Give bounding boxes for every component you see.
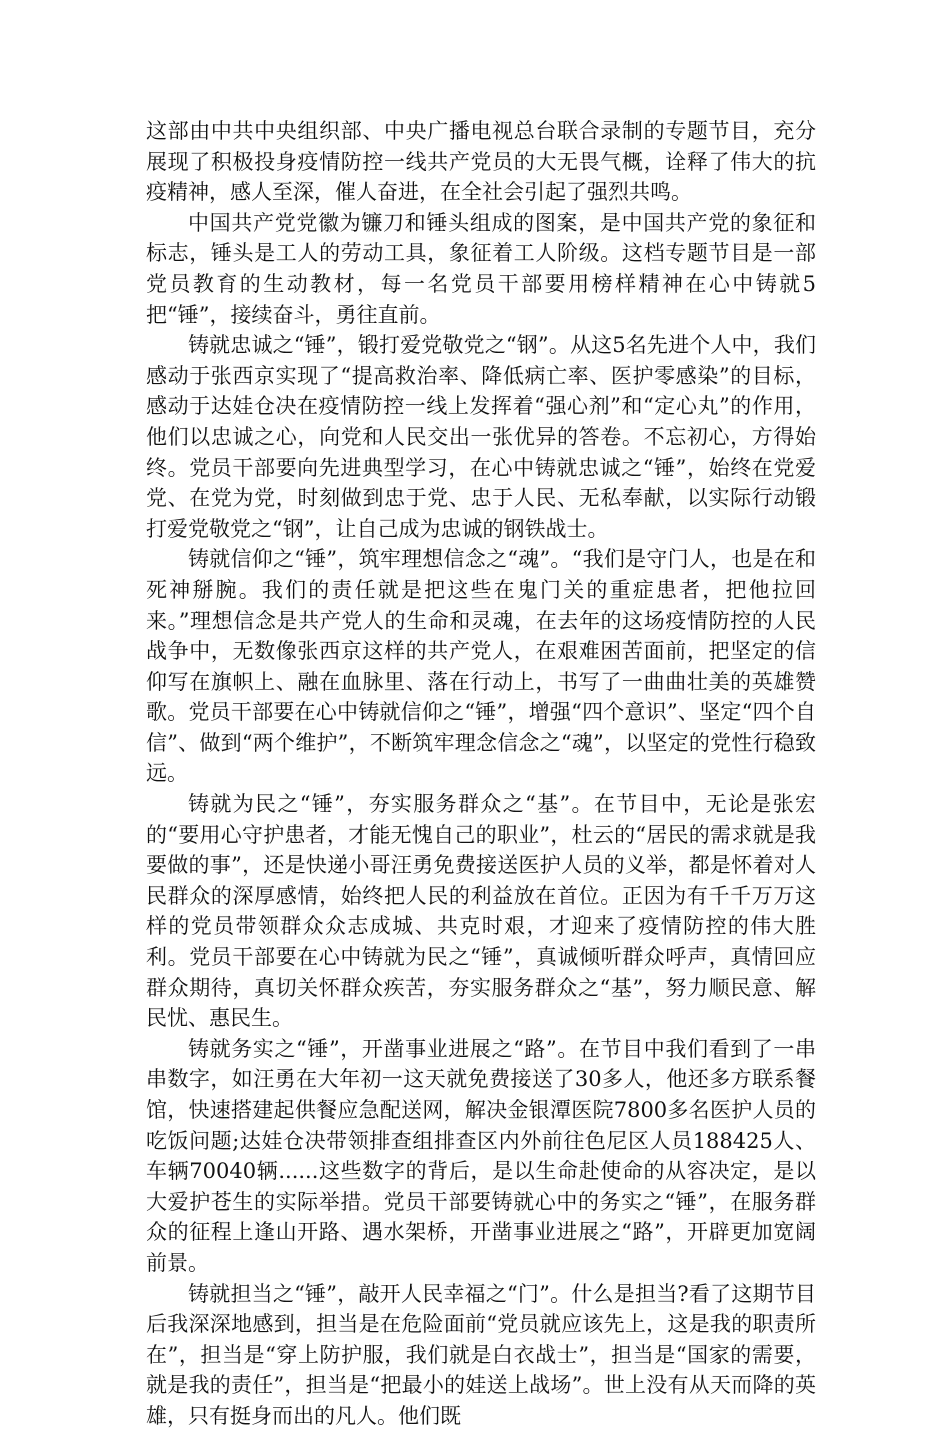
paragraph-2: 中国共产党党徽为镰刀和锤头组成的图案，是中国共产党的象征和标志，锤头是工人的劳动工具，象征着工人阶级。这档专题节目是一部党员教育的生动教材，每一名党员干部要用榜样精神在心中铸就5把“锤”，接续奋斗，勇往直前。	[146, 210, 816, 327]
paragraph-1: 这部由中共中央组织部、中央广播电视总台联合录制的专题节目，充分展现了积极投身疫情防控一线共产党员的大无畏气概，诠释了伟大的抗疫精神，感人至深，催人奋进，在全社会引起了强烈共鸣。	[146, 119, 816, 205]
paragraph-6: 铸就务实之“锤”，开凿事业进展之“路”。在节目中我们看到了一串串数字，如汪勇在大年初一这天就免费接送了30多人，他还多方联系餐馆，快速搭建起供餐应急配送网，解决金银潭医院7800多名医护人员的吃饭问题;达娃仓决带领排查组排查区内外前往色尼区人员188425人、车辆70040辆......这些数字的背后，是以生命赴使命的从容决定，是以大爱护苍生的实际举措。党员干部要铸就心中的务实之“锤”，在服务群众的征程上逢山开路、遇水架桥，开凿事业进展之“路”，开辟更加宽阔前景。	[146, 1036, 816, 1275]
paragraph-3: 铸就忠诚之“锤”，锻打爱党敬党之“钢”。从这5名先进个人中，我们感动于张西京实现了“提高救治率、降低病亡率、医护零感染”的目标，感动于达娃仓决在疫情防控一线上发挥着“强心剂”和“定心丸”的作用，他们以忠诚之心，向党和人民交出一张优异的答卷。不忘初心，方得始终。党员干部要向先进典型学习，在心中铸就忠诚之“锤”，始终在党爱党、在党为党，时刻做到忠于党、忠于人民、无私奉献，以实际行动锻打爱党敬党之“钢”，让自己成为忠诚的钢铁战士。	[146, 333, 816, 541]
paragraph-7: 铸就担当之“锤”，敲开人民幸福之“门”。什么是担当?看了这期节目后我深深地感到，担当是在危险面前“党员就应该先上，这是我的职责所在”，担当是“穿上防护服，我们就是白衣战士”，担当是“国家的需要，就是我的责任”，担当是“把最小的娃送上战场”。世上没有从天而降的英雄，只有挺身而出的凡人。他们既	[146, 1281, 816, 1428]
paragraph-4: 铸就信仰之“锤”，筑牢理想信念之“魂”。“我们是守门人，也是在和死神掰腕。我们的责任就是把这些在鬼门关的重症患者，把他拉回来。”理想信念是共产党人的生命和灵魂，在去年的这场疫情防控的人民战争中，无数像张西京这样的共产党人，在艰难困苦面前，把坚定的信仰写在旗帜上、融在血脉里、落在行动上，书写了一曲曲壮美的英雄赞歌。党员干部要在心中铸就信仰之“锤”，增强“四个意识”、坚定“四个自信”、做到“两个维护”，不断筑牢理念信念之“魂”，以坚定的党性行稳致远。	[146, 547, 816, 786]
paragraph-5: 铸就为民之“锤”，夯实服务群众之“基”。在节目中，无论是张宏的“要用心守护患者，才能无愧自己的职业”，杜云的“居民的需求就是我要做的事”，还是快递小哥汪勇免费接送医护人员的义举，都是怀着对人民群众的深厚感情，始终把人民的利益放在首位。正因为有千千万万这样的党员带领群众众志成城、共克时艰，才迎来了疫情防控的伟大胜利。党员干部要在心中铸就为民之“锤”，真诚倾听群众呼声，真情回应群众期待，真切关怀群众疾苦，夯实服务群众之“基”，努力顺民意、解民忧、惠民生。	[146, 792, 816, 1031]
document-body	[146, 116, 816, 1432]
